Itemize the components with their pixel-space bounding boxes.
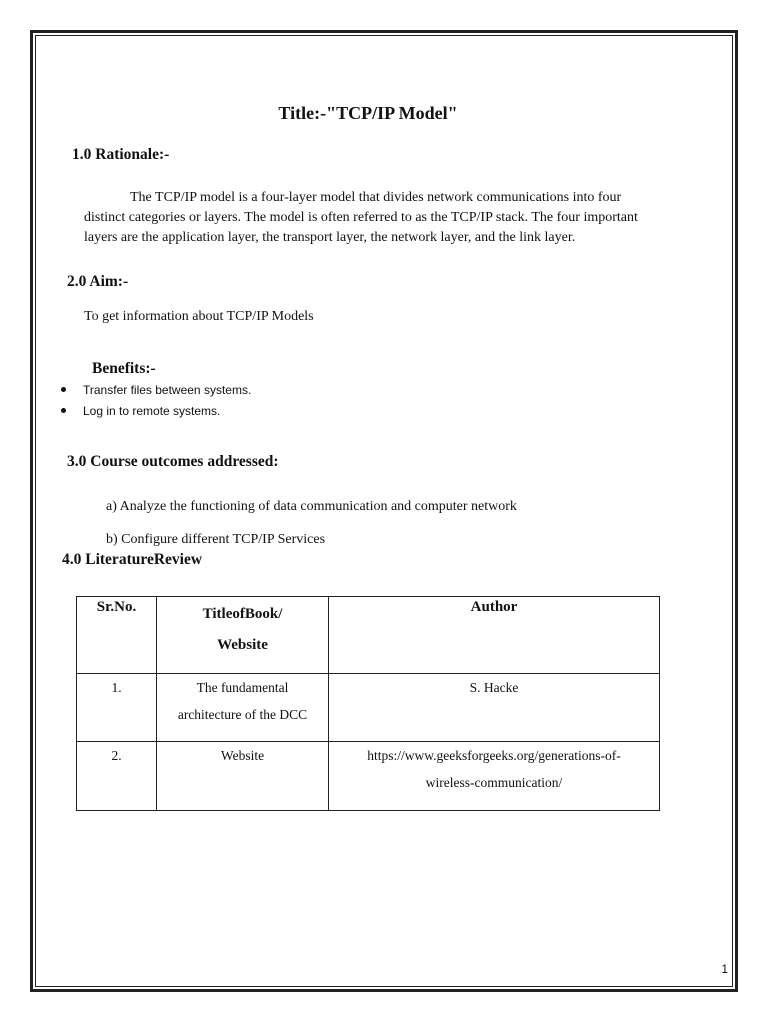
cell-author-line: S. Hacke <box>469 680 519 695</box>
header-title-line: TitleofBook/ <box>202 606 283 622</box>
table-row <box>77 674 660 742</box>
outcome-item: b) Configure different TCP/IP Services <box>106 532 326 547</box>
list-item <box>58 381 251 402</box>
literature-heading: 4.0 LiteratureReview <box>62 551 203 568</box>
rationale-text <box>84 188 724 248</box>
list-item <box>58 402 251 423</box>
cell-srno: 1. <box>77 674 157 742</box>
header-title <box>157 597 329 674</box>
benefits-list <box>58 381 251 423</box>
page-number: 1 <box>721 962 728 976</box>
header-author: Author <box>329 597 660 674</box>
rationale-line: The TCP/IP model is a four-layer model that divides network communications into four <box>130 190 622 205</box>
rationale-line: distinct categories or layers. The model is often referred to as the TCP/IP stack. The four important <box>84 210 638 225</box>
cell-author <box>329 742 660 811</box>
header-srno: Sr.No. <box>77 597 157 674</box>
aim-heading: 2.0 Aim:- <box>67 273 129 290</box>
rationale-heading: 1.0 Rationale:- <box>72 146 170 163</box>
literature-table <box>76 596 660 811</box>
document-title: Title:-"TCP/IP Model" <box>278 103 458 123</box>
table-row <box>77 742 660 811</box>
cell-title-line: architecture of the DCC <box>177 707 308 722</box>
bullet-icon <box>61 408 66 413</box>
cell-srno: 2. <box>77 742 157 811</box>
outcomes-heading: 3.0 Course outcomes addressed: <box>67 453 279 470</box>
cell-title-line: Website <box>220 748 265 763</box>
table-header-row <box>77 597 660 674</box>
cell-title <box>157 674 329 742</box>
cell-title-line: The fundamental <box>196 680 289 695</box>
benefit-text: Log in to remote systems. <box>83 404 221 418</box>
cell-author-line: https://www.geeksforgeeks.org/generations-of- <box>367 748 621 763</box>
benefits-heading: Benefits:- <box>92 360 156 377</box>
cell-title <box>157 742 329 811</box>
cell-author <box>329 674 660 742</box>
benefit-text: Transfer files between systems. <box>83 383 252 397</box>
rationale-line: layers are the application layer, the transport layer, the network layer, and the link layer. <box>84 230 576 245</box>
outcome-item: a) Analyze the functioning of data communication and computer network <box>106 499 517 514</box>
bullet-icon <box>61 387 66 392</box>
aim-text: To get information about TCP/IP Models <box>84 309 314 324</box>
cell-author-line: wireless-communication/ <box>425 775 563 790</box>
header-title-line: Website <box>217 637 268 653</box>
